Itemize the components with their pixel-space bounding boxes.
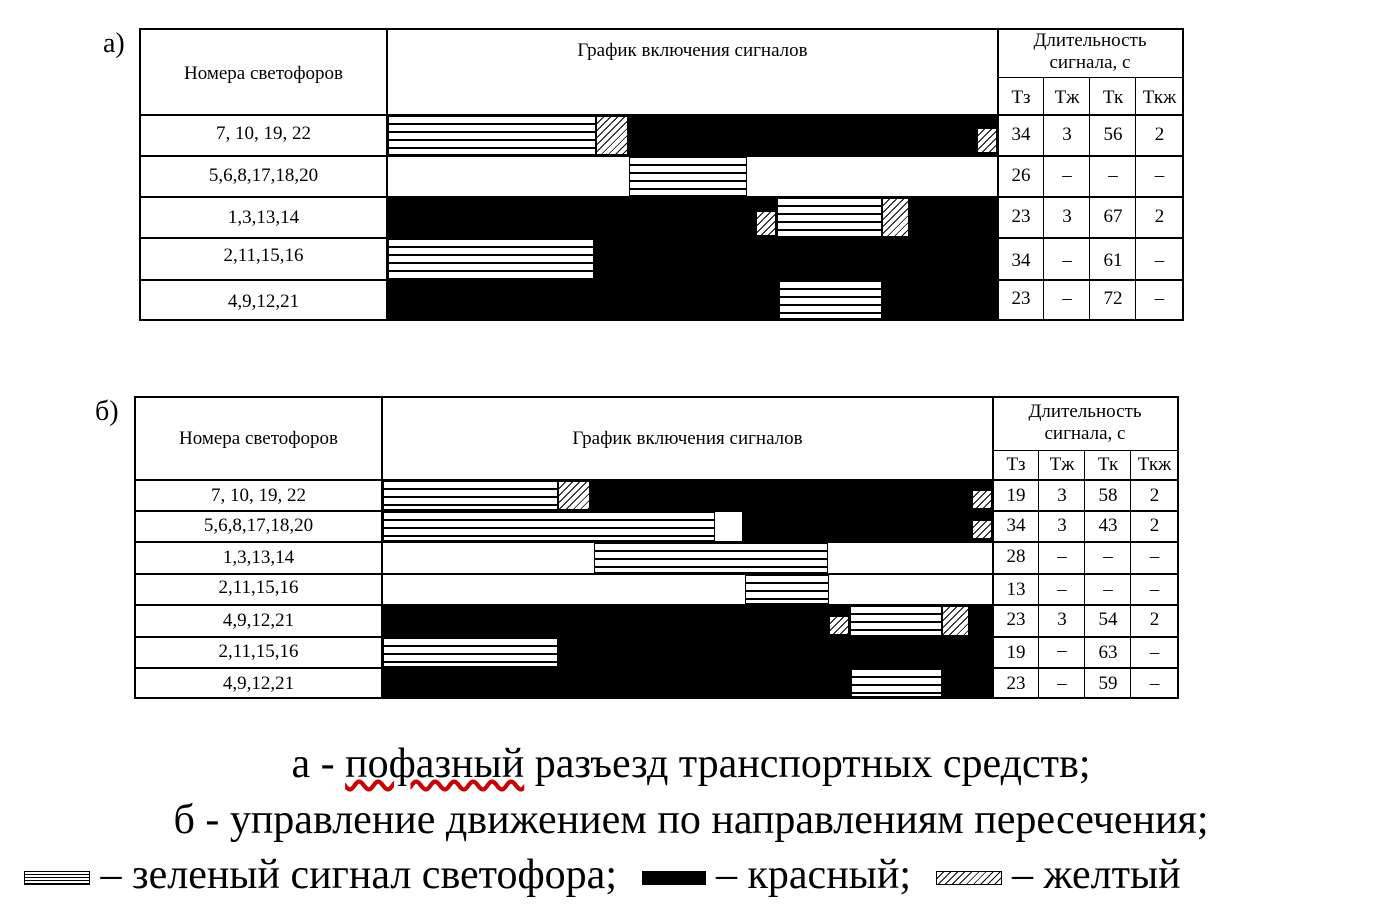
- dur-tz: 19: [1006, 485, 1026, 506]
- sub-tk: Тк: [1102, 87, 1124, 108]
- col-graph-header: График включения сигналов: [577, 40, 808, 61]
- red-signal: [590, 481, 992, 510]
- legend-yellow-text: – желтый: [1001, 852, 1181, 898]
- dur-tz: 23: [1006, 673, 1026, 694]
- green-signal: [388, 239, 594, 279]
- row-name: 2,11,15,16: [223, 245, 304, 266]
- sub-tkzh: Ткж: [1137, 454, 1172, 475]
- dur-tz: 26: [1011, 165, 1031, 186]
- dur-tk: –: [1103, 546, 1113, 567]
- sub-tz: Тз: [1011, 87, 1031, 108]
- yellow-signal: [756, 211, 776, 236]
- dur-tk: 58: [1098, 485, 1118, 506]
- dur-tkzh: 2: [1154, 206, 1165, 227]
- yellow-signal: [942, 606, 969, 636]
- row-name: 7, 10, 19, 22: [216, 123, 311, 144]
- dur-tzh: –: [1062, 165, 1072, 186]
- dur-tz: 34: [1006, 515, 1026, 536]
- red-signal: [628, 116, 997, 155]
- dur-tkzh: –: [1154, 165, 1165, 186]
- dur-tkzh: 2: [1154, 124, 1165, 145]
- green-signal: [777, 198, 882, 237]
- row-name: 7, 10, 19, 22: [211, 485, 306, 506]
- row-name: 5,6,8,17,18,20: [208, 165, 319, 186]
- green-signal: [383, 512, 715, 541]
- dur-tk: –: [1103, 579, 1113, 600]
- sub-tzh: Тж: [1049, 454, 1075, 475]
- dur-tk: 63: [1098, 642, 1118, 663]
- dur-tk: 61: [1103, 250, 1123, 271]
- dur-tkzh: –: [1149, 673, 1160, 694]
- green-signal: [383, 481, 558, 510]
- dur-tkzh: 2: [1149, 609, 1160, 630]
- dur-tk: 59: [1098, 673, 1118, 694]
- green-signal: [629, 157, 747, 196]
- col-duration-header: Длительность сигнала, с: [1033, 30, 1147, 73]
- dur-tz: 23: [1011, 206, 1031, 227]
- yellow-signal: [558, 481, 590, 510]
- row-name: 4,9,12,21: [222, 673, 295, 694]
- dur-tz: 34: [1011, 124, 1031, 145]
- dur-tz: 23: [1011, 288, 1031, 309]
- dur-tk: 54: [1098, 609, 1118, 630]
- dur-tzh: –: [1057, 673, 1067, 694]
- sub-tk: Тк: [1097, 454, 1119, 475]
- yellow-signal: [977, 128, 997, 153]
- caption-a-suffix: разъезд транспортных средств;: [524, 741, 1091, 787]
- col-numbers-header: Номера светофоров: [183, 63, 344, 84]
- dur-tzh: 3: [1057, 609, 1067, 630]
- caption-line-2: б - управление движением по направлениям пересечения;: [173, 797, 1209, 843]
- dur-tzh: 3: [1057, 485, 1067, 506]
- red-signal: [742, 512, 992, 541]
- green-signal: [745, 575, 829, 604]
- yellow-signal: [972, 490, 992, 509]
- dur-tk: 72: [1103, 288, 1123, 309]
- col-graph-header: График включения сигналов: [572, 428, 803, 449]
- red-signal: [594, 239, 997, 279]
- green-signal: [779, 281, 882, 319]
- dur-tk: 67: [1103, 206, 1123, 227]
- legend-yellow-swatch: [936, 871, 1002, 885]
- row-name: 4,9,12,21: [222, 610, 295, 631]
- sub-tkzh: Ткж: [1142, 87, 1177, 108]
- dur-tzh: –: [1057, 579, 1067, 600]
- row-name: 1,3,13,14: [227, 207, 300, 228]
- dur-tzh: –: [1062, 288, 1072, 309]
- dur-tkzh: –: [1149, 579, 1160, 600]
- row-name: 4,9,12,21: [227, 291, 300, 312]
- sub-tz: Тз: [1006, 454, 1026, 475]
- dur-tzh: –: [1057, 546, 1067, 567]
- dur-tkzh: 2: [1149, 485, 1160, 506]
- red-signal: [388, 281, 997, 319]
- dur-tk: –: [1108, 165, 1118, 186]
- dur-tz: 34: [1011, 250, 1031, 271]
- caption-legend: [0, 851, 1382, 899]
- dur-tzh: 3: [1062, 124, 1072, 145]
- dur-tz: 23: [1006, 609, 1026, 630]
- green-signal: [594, 543, 828, 573]
- dur-tz: 19: [1006, 642, 1026, 663]
- dur-tzh: 3: [1057, 515, 1067, 536]
- row-name: 2,11,15,16: [218, 641, 299, 662]
- col-duration-header: Длительность сигнала, с: [1028, 401, 1142, 444]
- green-signal: [850, 606, 942, 636]
- red-signal: [558, 638, 992, 667]
- dur-tz: 13: [1006, 579, 1026, 600]
- yellow-signal: [829, 616, 849, 635]
- legend-green-text: – зеленый сигнал светофора;: [90, 852, 617, 898]
- yellow-signal: [882, 198, 909, 237]
- legend-green-swatch: [24, 871, 90, 885]
- legend-red-text: – красный;: [705, 852, 912, 898]
- dur-tkzh: 2: [1149, 515, 1160, 536]
- green-signal: [383, 638, 558, 667]
- legend-red-swatch: [642, 871, 706, 885]
- panel-b-label: б): [95, 396, 119, 427]
- dur-tkzh: –: [1154, 250, 1165, 271]
- caption-line-1: [0, 740, 1382, 788]
- green-signal: [851, 669, 942, 697]
- row-name: 2,11,15,16: [218, 577, 299, 598]
- yellow-signal: [972, 520, 992, 539]
- col-numbers-header: Номера светофоров: [178, 428, 339, 449]
- yellow-signal: [596, 116, 628, 155]
- row-name: 5,6,8,17,18,20: [203, 515, 314, 536]
- dur-tkzh: –: [1149, 546, 1160, 567]
- dur-tkzh: –: [1149, 642, 1160, 663]
- caption-a-prefix: а -: [291, 741, 346, 787]
- row-name: 1,3,13,14: [222, 547, 295, 568]
- dur-tzh: –: [1057, 640, 1067, 661]
- sub-tzh: Тж: [1054, 87, 1080, 108]
- dur-tk: 43: [1098, 515, 1118, 536]
- dur-tz: 28: [1006, 546, 1026, 567]
- panel-a-label: а): [103, 28, 125, 59]
- dur-tzh: –: [1062, 250, 1072, 271]
- dur-tzh: 3: [1062, 206, 1072, 227]
- green-signal: [388, 116, 596, 155]
- caption-a-underlined: пофазный: [345, 741, 525, 787]
- dur-tk: 56: [1103, 124, 1123, 145]
- dur-tkzh: –: [1154, 288, 1165, 309]
